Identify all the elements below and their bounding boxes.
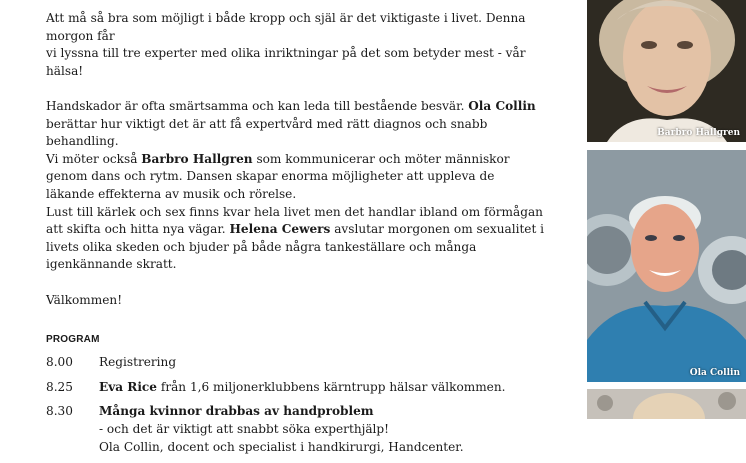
- text: från 1,6 miljonerklubbens kärntrupp hälsar välkommen.: [157, 379, 506, 394]
- intro-paragraph: [46, 10, 546, 80]
- text: som kommunicerar och möter människor genom dans och rytm. Dansen skapar enorma möjligheter att uppleva de läkande effekterna av musik och rörelse.: [46, 151, 510, 201]
- photo-barbro-hallgren: [587, 0, 746, 142]
- main-text: [46, 10, 546, 463]
- text: Lust till kärlek och sex finns kvar hela livet men det handlar ibland om förmågan att skifta och hitta nya vägar.: [46, 204, 543, 237]
- program-item-line: - och det är viktigt att snabbt söka experthjälp!: [99, 422, 390, 437]
- photo-caption: Ola Collin: [689, 368, 740, 378]
- speaker-name: Helena Cewers: [229, 222, 331, 237]
- speaker-paragraph-ola: [46, 98, 546, 151]
- portrait-image: [587, 150, 746, 382]
- program-item: [46, 403, 546, 456]
- speaker-paragraph-helena: [46, 204, 546, 274]
- photo-ola-collin: [587, 150, 746, 382]
- speaker-name: Barbro Hallgren: [141, 151, 253, 166]
- program-desc: Registrering: [99, 355, 177, 370]
- intro-line-1: Att må så bra som möjligt i både kropp och själ är det viktigaste i livet. Denna morgon får: [46, 11, 526, 43]
- program-desc: [99, 379, 546, 397]
- welcome-text: Välkommen!: [46, 292, 123, 307]
- text: Handskador är ofta smärtsamma och kan leda till bestående besvär.: [46, 98, 469, 113]
- portrait-image: [587, 389, 746, 419]
- program-time: 8.30: [46, 404, 73, 419]
- text: Vi möter också: [46, 151, 142, 166]
- program-speaker-name: Eva Rice: [99, 379, 157, 394]
- photo-helena-cewers: [587, 389, 746, 419]
- text: berättar hur viktigt det är att få expertvård med rätt diagnos och snabb behandling.: [46, 116, 488, 149]
- program-item: [46, 379, 546, 397]
- photo-caption: Barbro Hallgren: [657, 128, 740, 138]
- program-desc: [99, 403, 546, 456]
- program-item-line: Ola Collin, docent och specialist i handkirurgi, Handcenter.: [99, 439, 464, 454]
- portrait-image: [587, 0, 746, 142]
- program-item-title: Många kvinnor drabbas av handproblem: [99, 404, 374, 419]
- text: avslutar morgonen om sexualitet i livets olika skeden och bjuder på både några tankeställare och många igenkännande skratt.: [46, 222, 545, 272]
- program-heading: PROGRAM: [46, 333, 100, 345]
- speaker-paragraph-barbro: [46, 151, 546, 204]
- program-item: [46, 354, 546, 372]
- intro-line-2: vi lyssna till tre experter med olika inriktningar på det som betyder mest - vår hälsa!: [46, 46, 526, 78]
- program-time: 8.00: [46, 355, 73, 370]
- program-time: 8.25: [46, 379, 73, 394]
- speaker-name: Ola Collin: [468, 98, 536, 113]
